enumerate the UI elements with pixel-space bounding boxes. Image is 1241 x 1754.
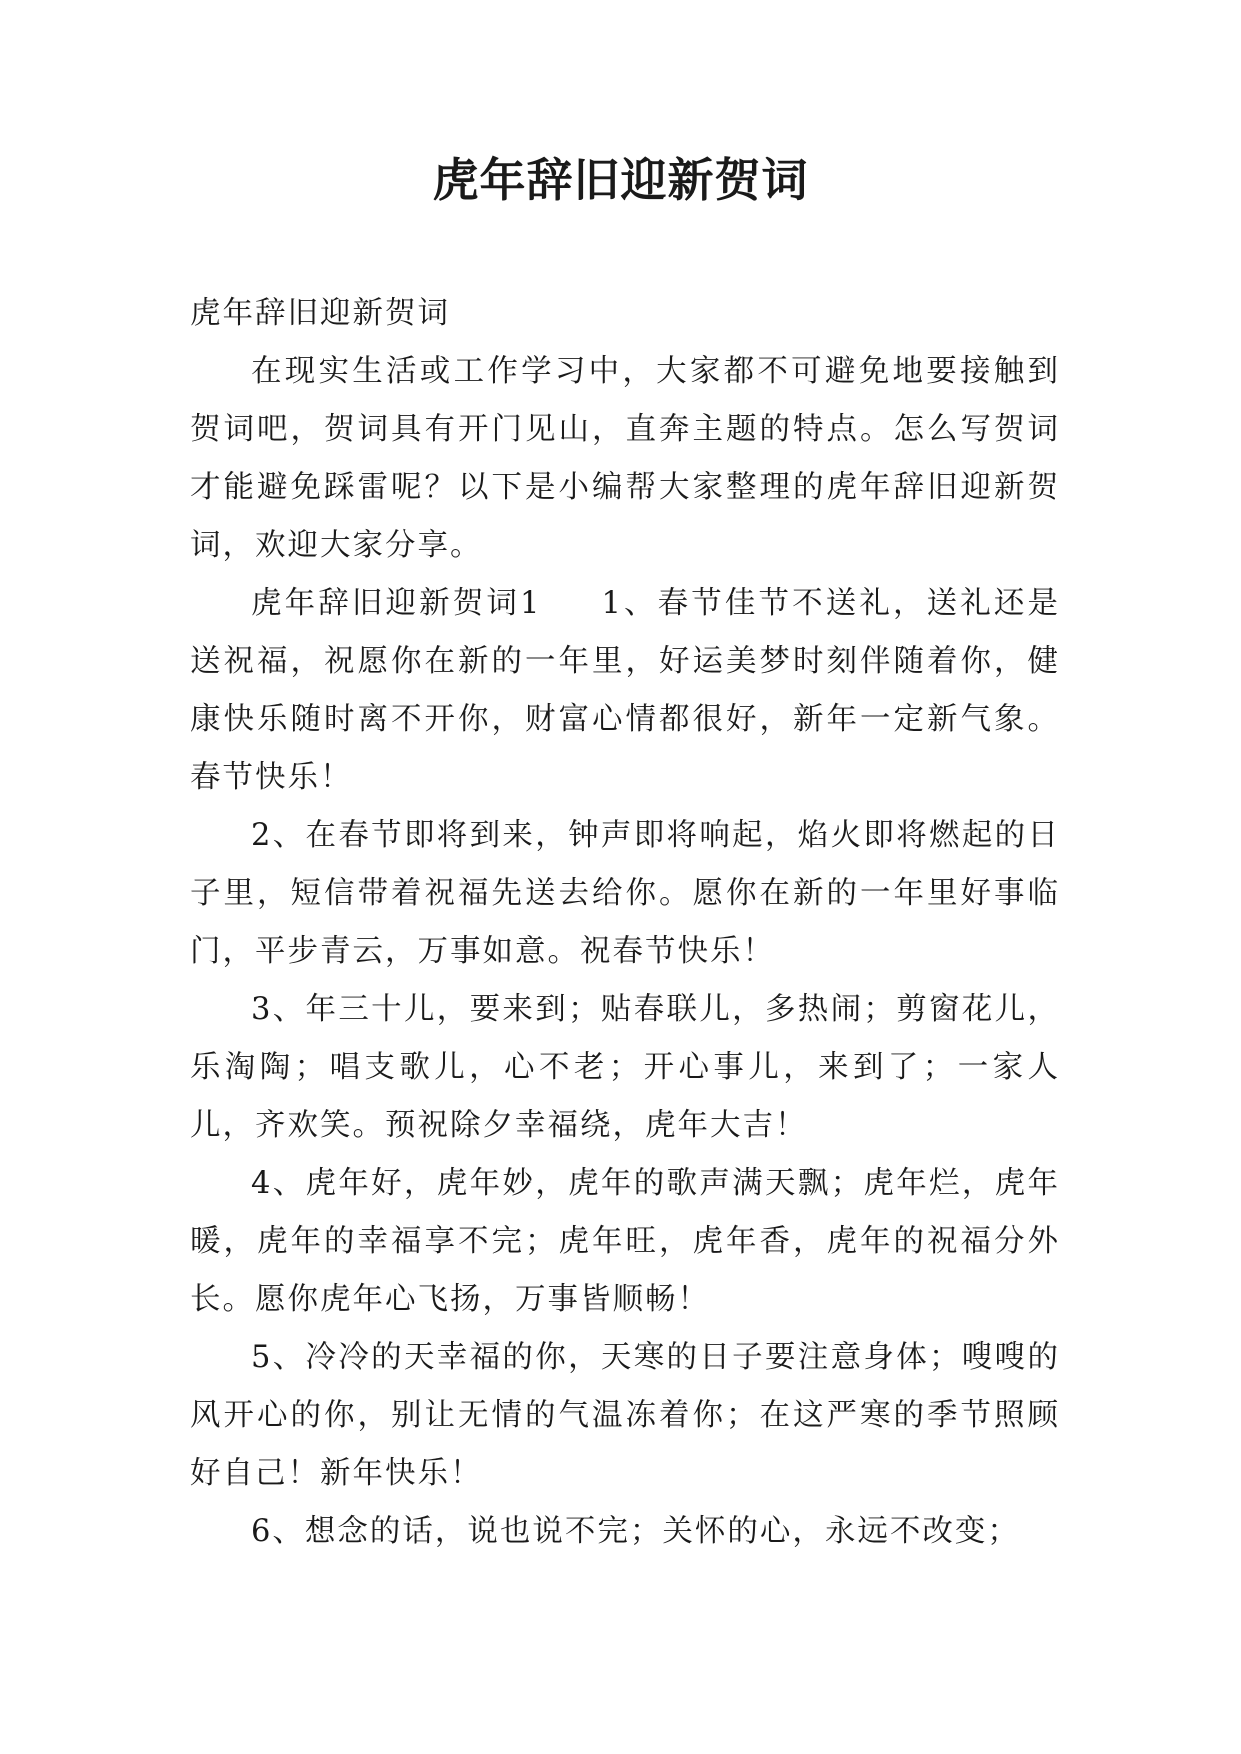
intro-paragraph: 在现实生活或工作学习中，大家都不可避免地要接触到贺词吧，贺词具有开门见山，直奔主题的特点。怎么写贺词才能避免踩雷呢？以下是小编帮大家整理的虎年辞旧迎新贺词，欢迎大家分享。 (190, 354, 1060, 563)
item-1: 1、春节佳节不送礼，送礼还是送祝福，祝愿你在新的一年里，好运美梦时刻伴随着你，健康快乐随时离不开你，财富心情都很好，新年一定新气象。春节快乐！ (190, 586, 1061, 795)
item-3: 3、年三十儿，要来到；贴春联儿，多热闹；剪窗花儿，乐淘陶；唱支歌儿，心不老；开心事儿，来到了；一家人儿，齐欢笑。预祝除夕幸福绕，虎年大吉！ (190, 992, 1060, 1143)
item-2: 2、在春节即将到来，钟声即将响起，焰火即将燃起的日子里，短信带着祝福先送去给你。愿你在新的一年里好事临门，平步青云，万事如意。祝春节快乐！ (190, 818, 1060, 969)
item-4: 4、虎年好，虎年妙，虎年的歌声满天飘；虎年烂，虎年暖，虎年的幸福享不完；虎年旺，虎年香，虎年的祝福分外长。愿你虎年心飞扬，万事皆顺畅！ (190, 1166, 1060, 1317)
section-heading: 虎年辞旧迎新贺词1 (251, 586, 542, 621)
item-5: 5、冷冷的天幸福的你，天寒的日子要注意身体；嗖嗖的风开心的你，别让无情的气温冻着你；在这严寒的季节照顾好自己！新年快乐！ (190, 1340, 1060, 1491)
document-title: 虎年辞旧迎新贺词 (432, 153, 809, 207)
item-6: 6、想念的话，说也说不完；关怀的心，永远不改变； (251, 1514, 1020, 1549)
document-body (190, 285, 1060, 1561)
subtitle-line: 虎年辞旧迎新贺词 (190, 296, 450, 331)
section-paragraph (190, 575, 1060, 807)
